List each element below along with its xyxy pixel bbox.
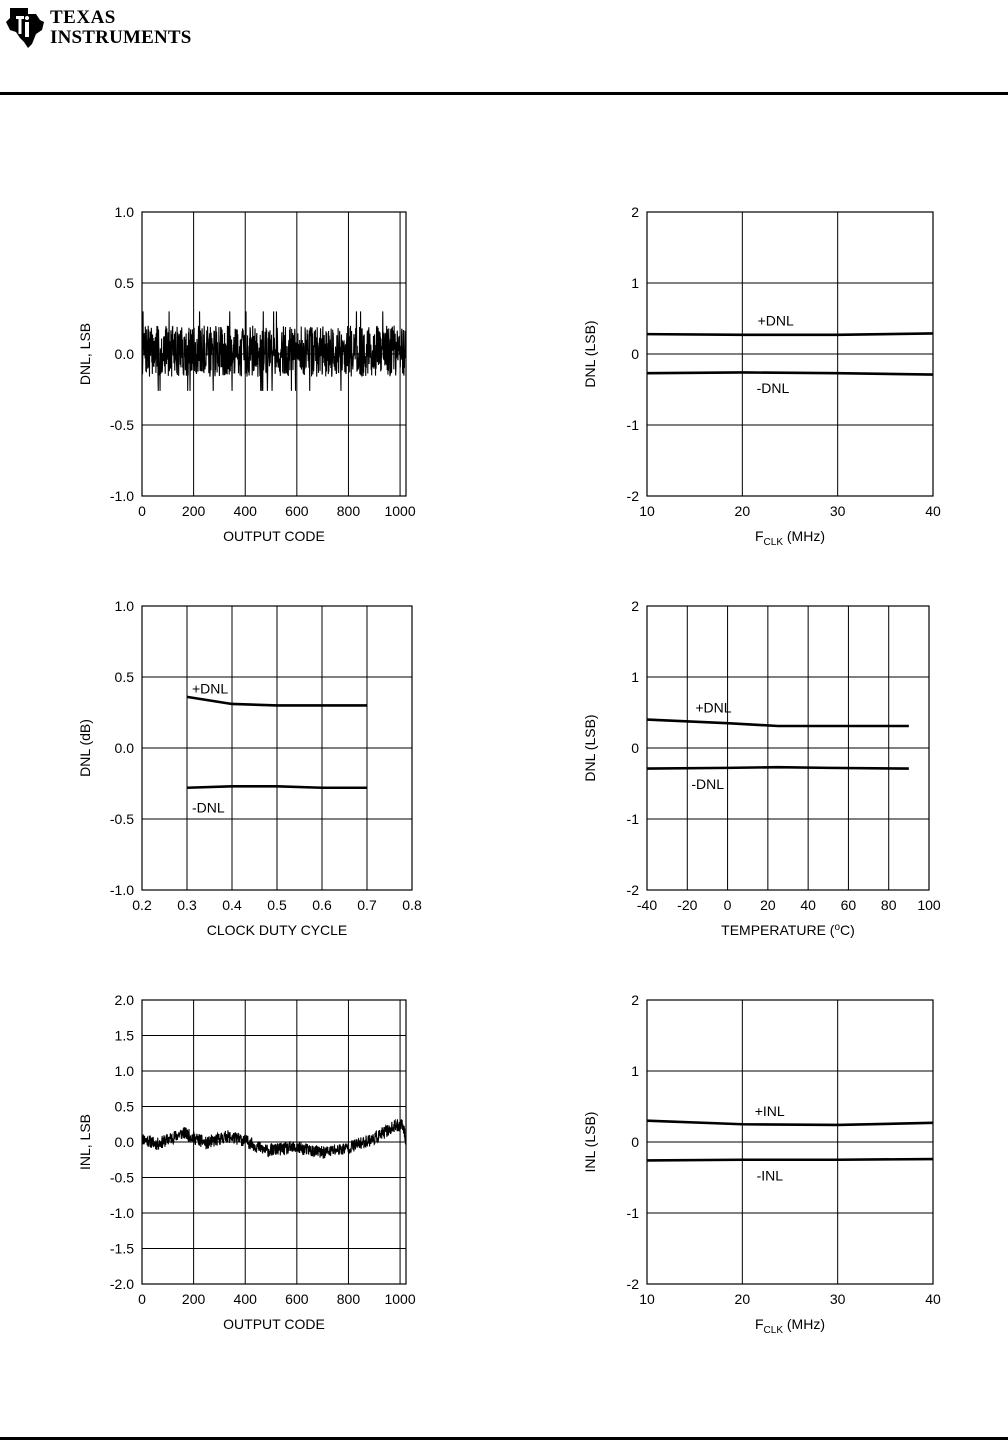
y-axis-label: DNL (LSB) (582, 320, 598, 388)
series-line-inl-noise (142, 1119, 406, 1158)
y-axis-label: INL, LSB (77, 1113, 93, 1171)
y-axis-label: DNL (LSB) (582, 714, 598, 782)
y-tick-label: -1.0 (109, 488, 134, 504)
brand-line2: INSTRUMENTS (50, 27, 192, 48)
plot-area (647, 212, 933, 496)
ti-state-logo-icon (2, 4, 50, 52)
series-annotation: -DNL (691, 776, 724, 793)
y-tick-label: 1 (631, 1063, 639, 1079)
series-line-negative (647, 1159, 933, 1160)
chart-inl-vs-output-code (70, 988, 430, 1348)
y-axis-label: INL (LSB) (582, 1111, 598, 1173)
x-tick-label: 1000 (384, 503, 416, 519)
y-tick-label: 1.0 (114, 598, 134, 614)
y-tick-label: 2 (631, 598, 639, 614)
y-tick-label: 0.5 (114, 1098, 134, 1115)
series-line-negative (187, 786, 367, 787)
chart-dnl-vs-fclk (575, 200, 941, 560)
x-tick-label: 40 (925, 503, 941, 519)
y-tick-label: 1.0 (114, 1063, 134, 1079)
chart-inl-vs-fclk (575, 988, 941, 1348)
y-tick-label: 1.0 (114, 204, 134, 220)
series-line-dnl-noise (142, 311, 406, 391)
x-tick-label: 800 (336, 503, 361, 519)
series-annotation: -DNL (756, 380, 790, 397)
y-tick-label: -1.0 (109, 882, 134, 898)
plot-area (647, 1000, 933, 1284)
series-line-positive (647, 1121, 933, 1125)
x-tick-label: 0.5 (267, 897, 287, 913)
x-tick-label: 0.8 (402, 897, 422, 913)
x-tick-label: 1000 (384, 1291, 416, 1307)
x-tick-label: 0.6 (312, 897, 332, 913)
x-tick-label: 0.3 (177, 897, 197, 913)
x-tick-label: 30 (829, 1291, 846, 1307)
chart-dnl-vs-temperature (575, 594, 941, 954)
y-tick-label: 1.5 (114, 1027, 134, 1044)
plot-area (142, 1000, 406, 1284)
y-tick-label: 2.0 (114, 992, 134, 1008)
y-axis-label: DNL (dB) (77, 719, 93, 777)
x-axis-label: OUTPUT CODE (223, 1316, 325, 1332)
y-tick-label: -1 (626, 811, 639, 827)
header-rule (0, 92, 1008, 95)
series-annotation: +DNL (695, 699, 732, 716)
x-tick-label: 20 (734, 1291, 751, 1307)
y-axis-label: DNL, LSB (77, 322, 93, 386)
y-tick-label: 1 (631, 669, 639, 685)
x-axis-label: $F_{CLK}$ (MHz) (754, 528, 826, 548)
x-tick-label: 0 (723, 897, 732, 913)
x-tick-label: 40 (800, 897, 816, 913)
x-axis-label: $F_{CLK}$ (MHz) (754, 1316, 826, 1336)
y-tick-label: -2 (626, 488, 639, 504)
series-annotation: -INL (756, 1167, 784, 1184)
plot-area (142, 606, 412, 890)
series-annotation: +DNL (757, 312, 794, 329)
y-tick-label: 0.5 (114, 275, 134, 291)
x-tick-label: 600 (285, 503, 309, 519)
x-tick-label: 0.4 (222, 897, 242, 913)
y-tick-label: 0.5 (114, 669, 134, 685)
y-tick-label: 2 (631, 204, 639, 220)
y-tick-label: -1.5 (109, 1240, 134, 1257)
y-tick-label: 0 (631, 346, 639, 362)
x-tick-label: 10 (639, 503, 655, 519)
brand-line1: TEXAS (50, 7, 116, 28)
chart-dnl-vs-clock-duty-cycle (70, 594, 430, 954)
x-tick-label: 200 (181, 503, 206, 519)
y-tick-label: -0.5 (109, 1169, 134, 1186)
x-tick-label: 80 (880, 897, 897, 913)
y-tick-label: -2 (626, 882, 639, 898)
x-tick-label: 40 (925, 1291, 941, 1307)
x-axis-label: CLOCK DUTY CYCLE (206, 922, 348, 938)
series-line-negative (647, 767, 909, 768)
x-tick-label: 20 (760, 897, 776, 913)
y-tick-label: -1 (626, 1205, 639, 1221)
y-tick-label: -2.0 (109, 1276, 134, 1292)
series-line-positive (647, 720, 909, 726)
y-tick-label: -0.5 (109, 417, 134, 433)
x-tick-label: 0.7 (357, 897, 377, 913)
y-tick-label: 2 (631, 992, 639, 1008)
y-tick-label: -1.0 (109, 1205, 134, 1221)
plot-area (142, 212, 406, 496)
x-tick-label: 60 (840, 897, 857, 913)
x-tick-label: 30 (829, 503, 846, 519)
y-tick-label: -1 (626, 417, 639, 433)
series-annotation: +INL (754, 1102, 785, 1119)
x-tick-label: -40 (636, 897, 658, 913)
x-tick-label: 200 (181, 1291, 206, 1307)
series-annotation: -DNL (191, 799, 225, 816)
x-tick-label: 0 (138, 503, 146, 519)
chart-dnl-vs-output-code (70, 200, 430, 560)
x-axis-label: OUTPUT CODE (223, 528, 325, 544)
x-tick-label: 0.2 (132, 897, 152, 913)
y-tick-label: -0.5 (109, 811, 134, 827)
x-axis-label: TEMPERATURE ($^o$C) (721, 922, 855, 938)
x-tick-label: 0 (138, 1291, 146, 1307)
x-tick-label: 800 (336, 1291, 361, 1307)
brand-logo (0, 0, 200, 60)
series-annotation: +DNL (191, 680, 229, 697)
y-tick-label: 0.0 (114, 1134, 134, 1150)
x-tick-label: 100 (917, 897, 941, 913)
x-tick-label: 20 (734, 503, 751, 519)
x-tick-label: -20 (677, 897, 698, 913)
x-tick-label: 600 (285, 1291, 309, 1307)
x-tick-label: 400 (233, 1291, 257, 1307)
x-tick-label: 400 (233, 503, 257, 519)
y-tick-label: 0 (631, 1134, 639, 1150)
y-tick-label: 1 (631, 275, 639, 291)
series-line-negative (647, 372, 933, 374)
y-tick-label: 0.0 (114, 346, 134, 362)
x-tick-label: 10 (639, 1291, 655, 1307)
plot-area (647, 606, 929, 890)
y-tick-label: -2 (626, 1276, 639, 1292)
series-line-positive (647, 333, 933, 334)
y-tick-label: 0 (631, 740, 639, 756)
y-tick-label: 0.0 (114, 740, 134, 756)
